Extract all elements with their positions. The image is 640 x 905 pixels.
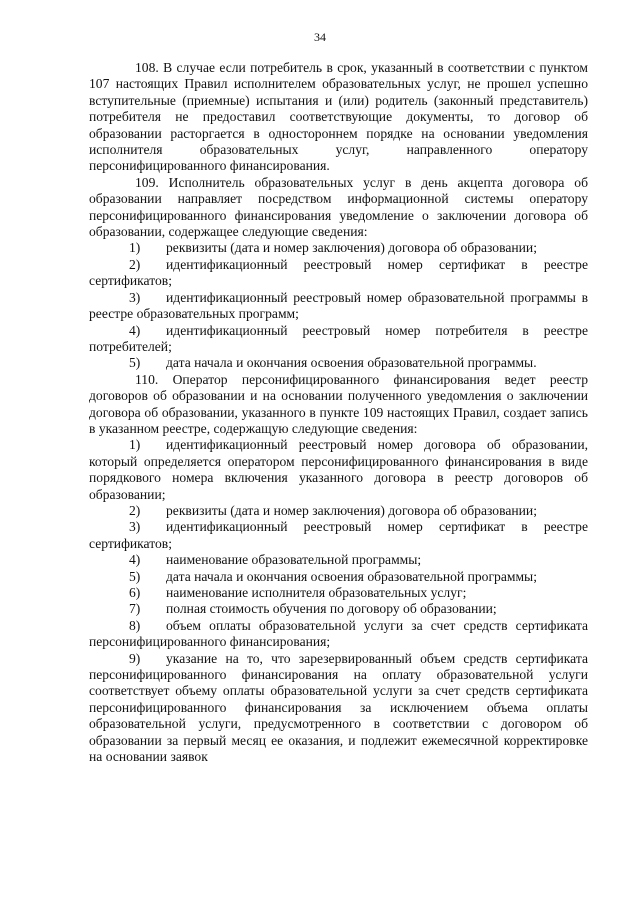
list-item-number: 4) [129, 322, 141, 338]
list-item [89, 618, 588, 651]
list-item-text: идентификационный реестровый номер договора об образовании, который определяется оператором персонифицированного финансирования в виде порядкового номера включения указанного договора в реестр договоров об образовании; [89, 437, 588, 502]
list-item-number: 3) [129, 289, 141, 305]
list-item [89, 323, 588, 356]
document-body [89, 60, 588, 765]
list-item [89, 569, 588, 585]
list-item-text: дата начала и окончания освоения образовательной программы; [166, 568, 537, 584]
list-item-number: 5) [129, 355, 141, 371]
list-item [89, 503, 588, 519]
list-item-text: идентификационный реестровый номер образовательной программы в реестре образовательных программ; [89, 289, 588, 322]
page-number: 34 [314, 30, 326, 44]
list-item-text: идентификационный реестровый номер сертификат в реестре сертификатов; [89, 256, 588, 289]
list-item [89, 585, 588, 601]
list-item [89, 257, 588, 290]
list-item-number: 4) [129, 552, 141, 568]
list-item-text: дата начала и окончания освоения образовательной программы. [166, 355, 537, 371]
list-item-number: 3) [129, 519, 141, 535]
list-item [89, 552, 588, 568]
list-item-text: указание на то, что зарезервированный объем средств сертификата персонифицированного финансирования на оплату образовательной услуги соответствует объему оплаты образовательной услуги за счет средств сертификата персонифицированного финансирования за исключением объема оплаты образовательной услуги, предусмотренного в соответствии с договором об образовании за первый месяц ее оказания, и подлежит ежемесячной корректировке на основании заявок [89, 650, 588, 765]
list-item-number: 9) [129, 650, 141, 666]
list-item-text: объем оплаты образовательной услуги за счет средств сертификата персонифицированного финансирования; [89, 617, 588, 650]
list-item-text: полная стоимость обучения по договору об образовании; [166, 601, 497, 617]
list-item [89, 290, 588, 323]
list-item [89, 601, 588, 617]
paragraph-109: 109. Исполнитель образовательных услуг в день акцепта договора об образовании направляет посредством информационной системы оператору персонифицированного финансирования уведомление о заключении договора об образовании, содержащее следующие сведения: [89, 174, 588, 240]
list-item-text: наименование образовательной программы; [166, 552, 422, 568]
list-item-number: 1) [129, 437, 141, 453]
list-item-text: наименование исполнителя образовательных услуг; [166, 585, 467, 600]
list-item-text: реквизиты (дата и номер заключения) договора об образовании; [166, 240, 537, 256]
list-item [89, 651, 588, 766]
paragraph-110: 110. Оператор персонифицированного финансирования ведет реестр договоров об образовании и на основании полученного уведомления о заключении договора об образовании, указанного в пункте 109 настоящих Правил, создает запись в указанном реестре, содержащую следующие сведения: [89, 371, 588, 436]
paragraph-108: 108. В случае если потребитель в срок, указанный в соответствии с пунктом 107 настоящих Правил исполнителем образовательных услуг, не прошел успешно вступительные (приемные) испытания и (или) родитель (законный представитель) потребителя не предоставил соответствующие документы, то договор об образовании расторгается в одностороннем порядке на основании уведомления исполнителя образовательных услуг, направленного оператору персонифицированного финансирования. [89, 60, 588, 174]
list-item-number: 7) [129, 601, 141, 617]
list-item-number: 5) [129, 568, 141, 584]
list-item-number: 2) [129, 502, 141, 518]
list-item [89, 437, 588, 503]
list-item-text: реквизиты (дата и номер заключения) договора об образовании; [166, 502, 537, 518]
list-item-number: 2) [129, 256, 141, 272]
list-item-number: 1) [129, 240, 141, 256]
list-item-number: 8) [129, 617, 141, 633]
list-item [89, 240, 588, 256]
list-item-text: идентификационный реестровый номер сертификат в реестре сертификатов; [89, 519, 588, 551]
list-item [89, 355, 588, 371]
list-item [89, 519, 588, 552]
list-item-number: 6) [129, 585, 141, 600]
list-item-text: идентификационный реестровый номер потребителя в реестре потребителей; [89, 322, 588, 354]
